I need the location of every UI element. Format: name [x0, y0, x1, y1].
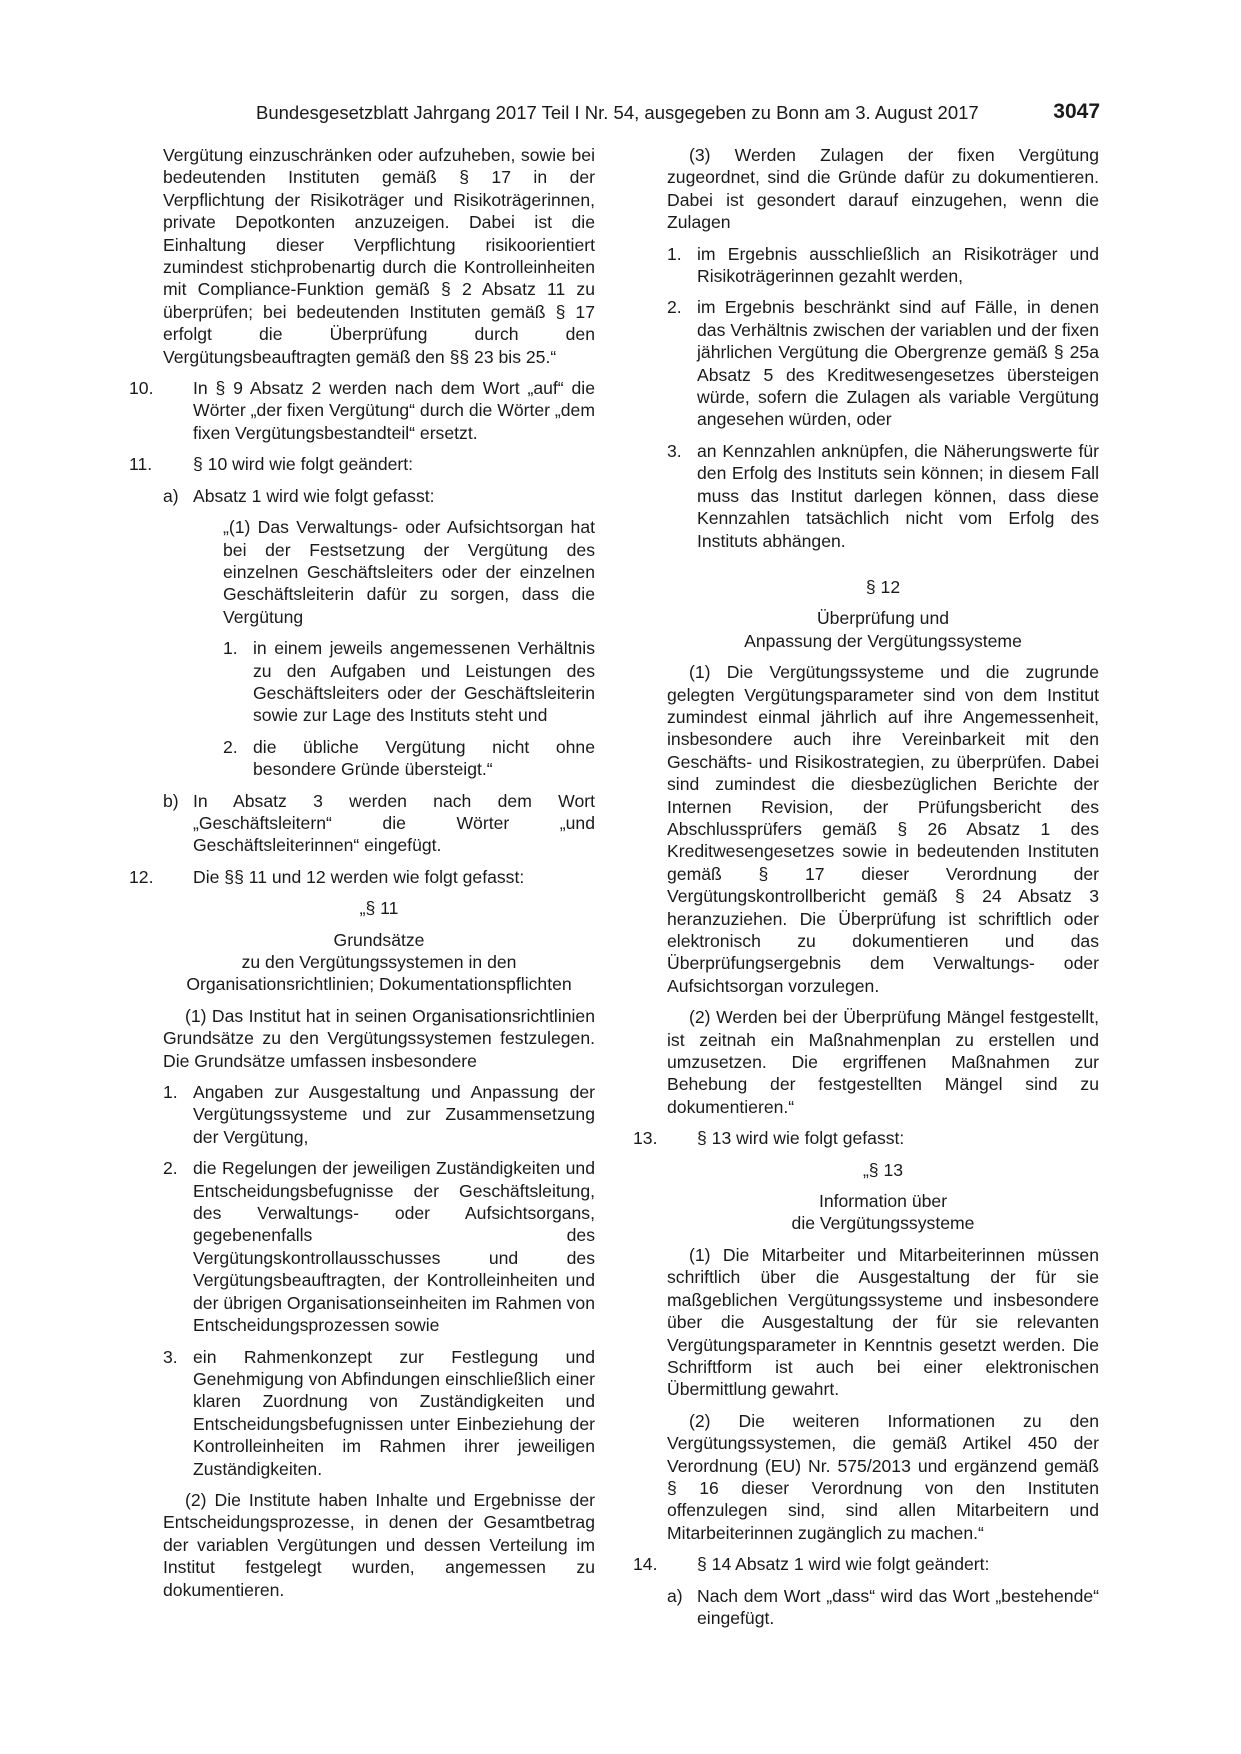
list-item-12: [129, 866, 595, 888]
list-number: 3.: [667, 440, 682, 461]
section-title-line: Überprüfung und: [816, 608, 950, 629]
section-title-line: Information über: [818, 1191, 948, 1212]
section-title-line: Grundsätze: [333, 929, 425, 950]
list-item-11-1-2: [163, 1157, 595, 1336]
list-item-11a: [163, 485, 595, 507]
paragraph-12-2: (2) Werden bei der Überprüfung Mängel festgestellt, ist zeitnah ein Maßnahmenplan zu erstellen und umzusetzen. Die ergriffenen Maßnahmen zur Behebung der festgestellten Mängel sind zu dokumentieren.“: [667, 1007, 1099, 1117]
list-item-11-3-1: [667, 243, 1099, 288]
list-item-14a: [667, 1585, 1099, 1630]
section-title-12: [667, 607, 1099, 652]
list-item-10: [129, 377, 595, 444]
list-item-text: § 13 wird wie folgt gefasst:: [697, 1128, 905, 1149]
quoted-list-item-1: [223, 637, 595, 727]
list-item-11-1-1: [163, 1081, 595, 1148]
page-header: [256, 100, 1100, 126]
list-item-text: die Regelungen der jeweiligen Zuständigkeiten und Entscheidungsbefugnisse der Geschäftsleitung, des Verwaltungs- oder Aufsichtsorgans, gegebenenfalls des Vergütungskontrollausschusses und des Vergütungsbeauftragten, der Kontrolleinheiten und der übrigen Organisationseinheiten im Rahmen von Entscheidungsprozessen sowie: [193, 1158, 595, 1336]
list-item-text: die übliche Vergütung nicht ohne besondere Gründe übersteigt.“: [253, 736, 595, 780]
section-title-line: Organisationsrichtlinien; Dokumentationspflichten: [186, 974, 572, 995]
section-title-11: [163, 929, 595, 996]
list-item-text: Angaben zur Ausgestaltung und Anpassung der Vergütungssysteme und zur Zusammensetzung der Vergütung,: [193, 1082, 595, 1147]
section-title-13: [667, 1190, 1099, 1235]
paragraph-11-3: (3) Werden Zulagen der fixen Vergütung zugeordnet, sind die Gründe dafür zu dokumentieren. Dabei ist gesondert darauf einzugehen, wenn die Zulagen: [667, 145, 1099, 233]
list-item-11b: [163, 790, 595, 857]
list-number: 11.: [129, 454, 153, 475]
section-heading-12: § 12: [865, 576, 901, 597]
continued-paragraph: Vergütung einzuschränken oder aufzuheben, sowie bei bedeutenden Instituten gemäß § 17 in der Verpflichtung der Risikoträger und Risikoträgerinnen, private Depotkonten anzuzeigen. Dabei ist die Einhaltung dieser Verpflichtung risikoorientiert zumindest stichprobenartig durch die Kontrolleinheiten mit Compliance-Funktion gemäß § 2 Absatz 11 zu überprüfen; bei bedeutenden Instituten gemäß § 17 erfolgt die Überprüfung durch den Vergütungsbeauftragten gemäß den §§ 23 bis 25.“: [163, 145, 595, 367]
list-item-text: Absatz 1 wird wie folgt gefasst:: [193, 485, 435, 506]
list-number: 13.: [633, 1128, 658, 1149]
list-number: 14.: [633, 1554, 658, 1575]
section-title-line: zu den Vergütungssystemen in den: [241, 952, 517, 972]
list-item-11-1-3: [163, 1346, 595, 1480]
list-number: 2.: [667, 297, 682, 318]
paragraph-11-1: (1) Das Institut hat in seinen Organisationsrichtlinien Grundsätze zu den Vergütungssystemen festzulegen. Die Grundsätze umfassen insbesondere: [163, 1005, 595, 1071]
list-item-text: im Ergebnis ausschließlich an Risikoträger und Risikoträgerinnen gezahlt werden,: [697, 243, 1099, 287]
list-number: 2.: [163, 1158, 178, 1179]
section-heading-11: „§ 11: [359, 898, 399, 919]
right-column: [633, 144, 1099, 1629]
page-number: 3047: [1053, 100, 1100, 123]
quoted-amendment: [163, 516, 595, 780]
list-item-text: ein Rahmenkonzept zur Festlegung und Genehmigung von Abfindungen einschließlich einer klaren Zuordnung von Zuständigkeiten und Entscheidungsbefugnissen unter Einbeziehung der Kontrolleinheiten im Rahmen ihrer jeweiligen Zuständigkeiten.: [193, 1346, 595, 1479]
quoted-paragraph: „(1) Das Verwaltungs- oder Aufsichtsorgan hat bei der Festsetzung der Vergütung des einzelnen Geschäftsleiters oder der einzelnen Geschäftsleiterin dafür zu sorgen, dass die Vergütung: [223, 517, 595, 627]
list-number: 10.: [129, 378, 154, 399]
list-item-14: [633, 1553, 1099, 1575]
paragraph-11-2: (2) Die Institute haben Inhalte und Ergebnisse der Entscheidungsprozesse, in denen der Gesamtbetrag der variablen Vergütungen und dessen Verteilung im Institut festgelegt wurden, angemessen zu dokumentieren.: [163, 1489, 595, 1600]
list-letter: a): [667, 1585, 683, 1606]
section-heading-13: „§ 13: [862, 1159, 904, 1180]
list-item-11-3-3: [667, 440, 1099, 552]
list-item-text: Nach dem Wort „dass“ wird das Wort „bestehende“ eingefügt.: [697, 1585, 1099, 1628]
quoted-list-item-2: [223, 736, 595, 781]
list-item-text: an Kennzahlen anknüpfen, die Näherungswerte für den Erfolg des Instituts sein können; in diesem Fall muss das Institut darlegen können, dass diese Kennzahlen tatsächlich nicht vom Erfolg des Instituts abhängen.: [697, 440, 1099, 551]
list-item-text: In § 9 Absatz 2 werden nach dem Wort „auf“ die Wörter „der fixen Vergütung“ durch die Wörter „dem fixen Vergütungsbestandteil“ ersetzt.: [193, 378, 595, 443]
list-letter: b): [163, 790, 179, 811]
list-item-text: § 14 Absatz 1 wird wie folgt geändert:: [697, 1554, 990, 1575]
gazette-title: Bundesgesetzblatt Jahrgang 2017 Teil I Nr. 54, ausgegeben zu Bonn am 3. August 2017: [256, 102, 979, 123]
list-letter: a): [163, 485, 179, 506]
list-item-text: im Ergebnis beschränkt sind auf Fälle, in denen das Verhältnis zwischen der variablen und der fixen jährlichen Vergütung die Obergrenze gemäß § 25a Absatz 5 des Kreditwesengesetzes übersteigen würde, sofern die Zulagen als variable Vergütung angesehen würden, oder: [697, 297, 1099, 430]
list-number: 1.: [163, 1082, 178, 1103]
paragraph-13-1: (1) Die Mitarbeiter und Mitarbeiterinnen müssen schriftlich über die Ausgestaltung der für sie maßgeblichen Vergütungssysteme und insbesondere über die Ausgestaltung der für sie relevanten Vergütungsparameter in Kenntnis gesetzt werden. Die Schriftform ist auch bei einer elektronischen Übermittlung gewahrt.: [667, 1244, 1099, 1400]
list-item-text: in einem jeweils angemessenen Verhältnis zu den Aufgaben und Leistungen des Geschäftsleiters oder der Geschäftsleiterin sowie zur Lage des Instituts steht und: [253, 638, 595, 726]
section-title-line: Anpassung der Vergütungssysteme: [744, 630, 1022, 651]
list-number: 1.: [667, 243, 682, 264]
list-item-13: [633, 1127, 1099, 1149]
list-item-11: [129, 453, 595, 475]
paragraph-13-2: (2) Die weiteren Informationen zu den Vergütungssystemen, die gemäß Artikel 450 der Verordnung (EU) Nr. 575/2013 und ergänzend gemäß § 16 dieser Verordnung von den Instituten offenzulegen sind, sind allen Mitarbeitern und Mitarbeiterinnen zugänglich zu machen.“: [667, 1410, 1099, 1543]
list-item-text: § 10 wird wie folgt geändert:: [193, 454, 414, 475]
list-number: 12.: [129, 866, 154, 887]
left-column: [129, 144, 595, 1601]
list-number: 3.: [163, 1346, 178, 1367]
list-item-11-3-2: [667, 296, 1099, 430]
list-item-text: In Absatz 3 werden nach dem Wort „Geschäftsleitern“ die Wörter „und Geschäftsleiterinnen“ eingefügt.: [193, 790, 595, 856]
section-title-line: die Vergütungssysteme: [791, 1213, 975, 1234]
list-item-text: Die §§ 11 und 12 werden wie folgt gefasst:: [193, 866, 525, 887]
list-number: 1.: [223, 638, 238, 659]
paragraph-12-1: (1) Die Vergütungssysteme und die zugrunde gelegten Vergütungsparameter sind von dem Institut zumindest einmal jährlich auf ihre Angemessenheit, insbesondere auch ihre Vereinbarkeit mit den Geschäfts- und Risikostrategien, zu überprüfen. Dabei sind zumindest die diesbezüglichen Berichte der Internen Revision, der Prüfungsbericht des Abschlussprüfers gemäß § 26 Absatz 1 des Kreditwesengesetzes sowie in bedeutenden Instituten gemäß § 17 dieser Verordnung der Vergütungskontrollbericht gemäß § 24 Absatz 3 heranzuziehen. Die Überprüfung ist schriftlich oder elektronisch zu dokumentieren und das Überprüfungsergebnis dem Verwaltungs- oder Aufsichtsorgan vorzulegen.: [667, 662, 1099, 996]
list-number: 2.: [223, 736, 238, 757]
